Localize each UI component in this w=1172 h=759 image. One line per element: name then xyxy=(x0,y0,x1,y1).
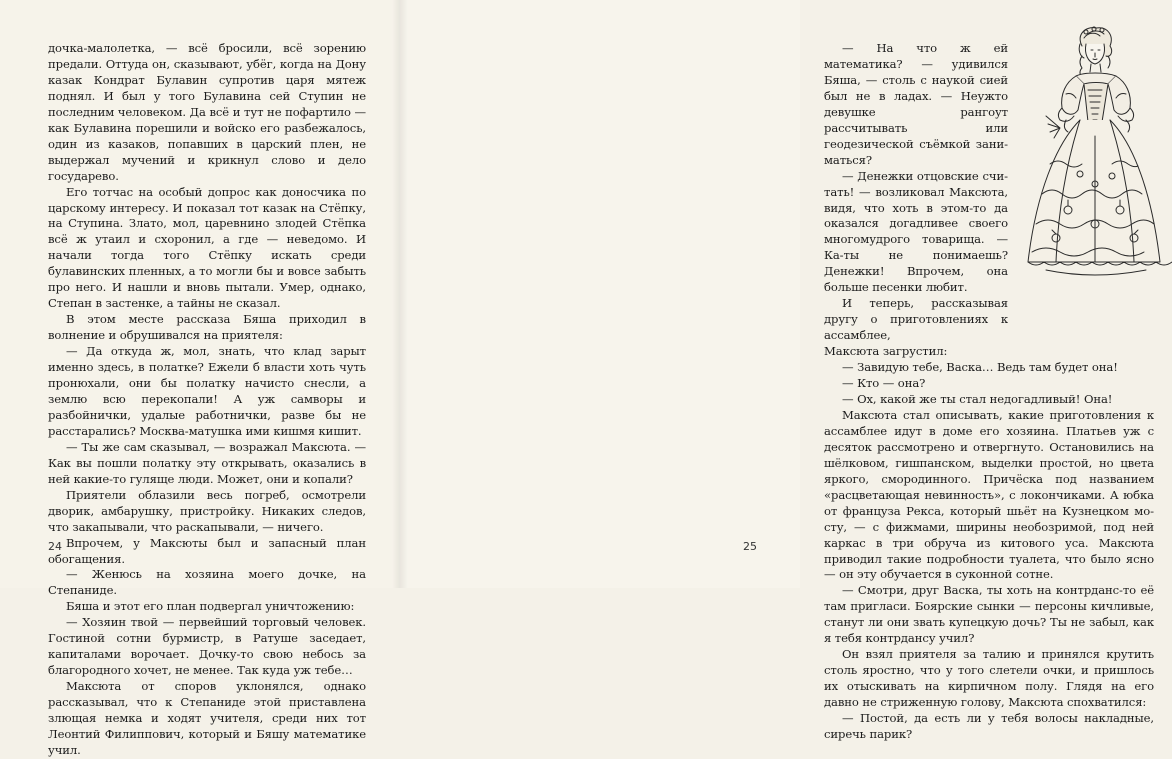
right-page xyxy=(400,0,1154,741)
paragraph: дочка-малолетка, — всё бросили, всё зорению предали. Оттуда он, сказывают, убёг, когда на Дону казак Кондрат Булавин супротив царя мятеж поднял. И был у того Булавина сей Ступин не последним человеком. Да всё и тут не пофартило — как Булавина порешили и войско его разбежалось, один из казаков, попавших в царский плен, не выдержал мучений и крикнул слово и дело государево. xyxy=(48,41,366,183)
paragraph: Максюта от споров уклонялся, однако рассказывал, что к Степаниде этой приставлена злющая немка и ходят учителя, среди них тот Леонтий Филиппович, который и Бяшу математике учил. xyxy=(48,679,366,757)
page-number-right: 25 xyxy=(743,540,757,553)
paragraph: — Завидую тебе, Васка… Ведь там будет она! xyxy=(842,360,1118,375)
paragraph: — Кто — она? xyxy=(842,376,926,391)
paragraph: Бяша и этот его план подвергал уничтожению: xyxy=(66,599,355,614)
paragraph: В этом месте рассказа Бяша приходил в волнение и обрушивался на приятеля: xyxy=(48,312,366,343)
paragraph: — Постой, да есть ли у тебя волосы накладные, сиречь парик? xyxy=(824,711,1154,741)
paragraph: — Смотри, друг Васка, ты хоть на контрданс-то её там пригласи. Боярские сынки — персоны кичливые, станут ли они звать купецкую дочь? Ты не забыл, как я тебя контрдансу учил? xyxy=(824,583,1154,646)
paragraph: Он взял приятеля за талию и принялся крутить столь яростно, что у того слетели очки, и пришлось их отыскивать на кирпичном полу. Глядя на его давно не стриженную голову, Максюта спохватился: xyxy=(824,647,1154,710)
paragraph: — Ох, какой же ты стал недогадливый! Она! xyxy=(842,391,1113,406)
paragraph: — Ты же сам сказывал, — возражал Максюта. — Как вы пошли полатку эту открывать, оказались в ней какие-то гуляще люди. Может, они и копали? xyxy=(48,439,366,486)
paragraph: — На что ж ей математика? — удивился Бяша, — столь с наукой сией был не в ладах. — Неужто девушке рангоут рассчитывать или геодезической съёмкой заниматься? xyxy=(824,41,1008,167)
paragraph: — Да откуда ж, мол, знать, что клад зарыт именно здесь, в полатке? Ежели б власти хоть чуть пронюхали, они бы полатку начисто снесли, а землю всю перекопали! А уж самворы и разбойнички, удалые работнички, разве бы не расстарались? Москва-матушка ими кишмя кишит. xyxy=(48,344,366,438)
left-page xyxy=(0,0,400,757)
paragraph: Максюта загрустил: xyxy=(824,344,948,359)
paragraph: Его тотчас на особый допрос как доносчика по царскому интересу. И показал тот казак на Стёпку, на Ступина. Злато, мол, царевнино злодей Стёпка всё ж утаил и схоронил, а где — неведомо. И начали тогда того Стёпку искать среди булавинских пленных, а то могли бы и вовсе забыть про него. И нашли и вновь пытали. Умер, однако, Степан в застенке, а тайны не сказал. xyxy=(48,184,366,311)
paragraph: И теперь, рассказывая другу о приготовлениях к ассамблее, xyxy=(824,296,1008,343)
paragraph: — Хозяин твой — первейший торговый человек. Гостиной сотни бурмистр, в Ратуше заседает, капиталами ворочает. Дочку-то свою небось за благородного хочет, не менее. Так куда уж тебе… xyxy=(48,615,366,678)
paragraph: Приятели облазили весь погреб, осмотрели дворик, амбарушку, пристройку. Никаких следов, что закапывали, что раскапывали, — ничего. xyxy=(48,487,366,534)
paragraph: Впрочем, у Максюты был и запасный план обогащения. xyxy=(48,535,366,566)
paragraph: — Женюсь на хозяина моего дочке, на Степаниде. xyxy=(48,567,366,598)
paragraph: Максюта стал описывать, какие приготовления к ассамблее идут в доме его хозяина. Платьев уж с десяток рассмотрено и отвергнуто. Остановились на шёлковом, гишпанском, выделки простой, но цвета яркого, смородинного. Причёска под названием «расцветающая невинность», с локончиками. А юбка от француза Рекса, который шьёт на Кузнецком мосту, — с фижмами, ширины необозримой, под ней каркас в три обруча из китового уса. Максюта приводил такие подробности туалета, что было ясно — он эту обучается в суконной сотне. xyxy=(824,407,1154,582)
lady-in-gown-illustration xyxy=(1016,24,1172,282)
book-gutter xyxy=(392,0,408,588)
left-page-text xyxy=(48,41,366,759)
paragraph: — Денежки отцовские считать! — возликовал Максюта, видя, что хоть в этом-то да оказался догадливее своего многомудрого товарища. — Ка-ты не понимаешь? Денежки! Впрочем, она больше песенки любит. xyxy=(824,168,1008,295)
page-number-left: 24 xyxy=(48,540,62,553)
text-beside-illustration xyxy=(824,41,1008,344)
